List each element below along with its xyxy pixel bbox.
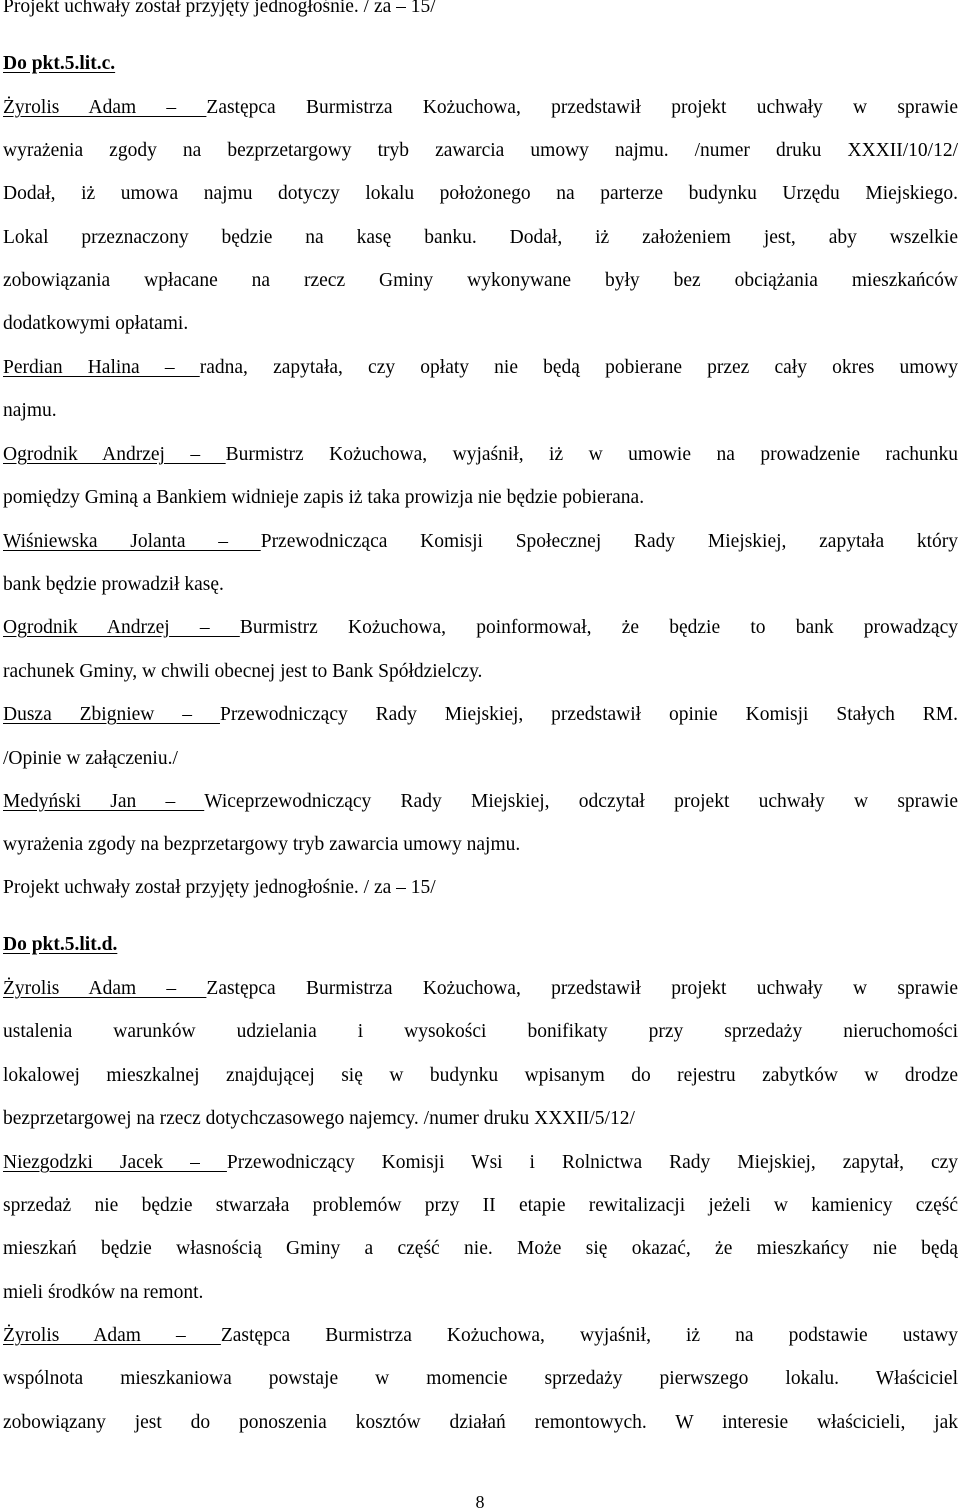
body-text: /Opinie w załączeniu./: [3, 748, 178, 769]
text-line: [3, 930, 958, 960]
body-text: bezprzetargowej na rzecz dotychczasowego najemcy. /numer druku XXXII/5/12/: [3, 1108, 635, 1129]
body-text: mieli środków na remont.: [3, 1282, 204, 1303]
speaker-name: Ogrodnik Andrzej –: [3, 617, 240, 638]
speaker-name: Wiśniewska Jolanta –: [3, 531, 261, 552]
text-line: [3, 223, 958, 253]
text-line: [3, 974, 958, 1004]
body-text: Przewodniczący Komisji Wsi i Rolnictwa Rady Miejskiej, zapytał, czy: [226, 1152, 958, 1173]
body-text: Zastępca Burmistrza Kożuchowa, przedstawił projekt uchwały w sprawie: [206, 978, 958, 999]
speaker-name: Perdian Halina –: [3, 357, 200, 378]
speaker-name: Medyński Jan –: [3, 791, 205, 812]
body-text: zobowiązania wpłacane na rzecz Gminy wykonywane były bez obciążania mieszkańców: [3, 270, 958, 291]
text-line: [3, 873, 958, 903]
text-line: [3, 1321, 958, 1351]
text-line: [3, 570, 958, 600]
text-line: [3, 657, 958, 687]
page-number: 8: [475, 1492, 485, 1512]
speaker-name: Ogrodnik Andrzej –: [3, 444, 226, 465]
body-text: pomiędzy Gminą a Bankiem widnieje zapis iż taka prowizja nie będzie pobierana.: [3, 487, 645, 508]
text-line: [3, 93, 958, 123]
body-text: sprzedaż nie będzie stwarzała problemów przy II etapie rewitalizacji jeżeli w kamienicy część: [3, 1195, 958, 1216]
text-line: [3, 483, 958, 513]
body-text: rachunek Gminy, w chwili obecnej jest to Bank Spółdzielczy.: [3, 661, 483, 682]
body-text: dodatkowymi opłatami.: [3, 313, 189, 334]
body-text: Lokal przeznaczony będzie na kasę banku. Dodał, iż założeniem jest, aby wszelkie: [3, 227, 958, 248]
text-line: [3, 49, 958, 79]
speaker-name: Żyrolis Adam –: [3, 1325, 221, 1346]
text-line: [3, 440, 958, 470]
body-text: Zastępca Burmistrza Kożuchowa, wyjaśnił, iż na podstawie ustawy: [220, 1325, 958, 1346]
speaker-name: Dusza Zbigniew –: [3, 704, 220, 725]
text-line: [3, 1234, 958, 1264]
text-line: [3, 1278, 958, 1308]
body-text: Wiceprzewodniczący Rady Miejskiej, odczytał projekt uchwały w sprawie: [204, 791, 958, 812]
text-line: [3, 0, 958, 22]
body-text: Burmistrz Kożuchowa, poinformował, że będzie to bank prowadzący: [239, 617, 958, 638]
text-line: [3, 1191, 958, 1221]
text-line: [3, 266, 958, 296]
text-line: [3, 744, 958, 774]
text-line: [3, 1408, 958, 1438]
section-heading: Do pkt.5.lit.d.: [3, 934, 118, 955]
body-text: Dodał, iż umowa najmu dotyczy lokalu położonego na parterze budynku Urzędu Miejskiego.: [3, 183, 958, 204]
text-line: [3, 830, 958, 860]
text-line: [3, 396, 958, 426]
section-heading: Do pkt.5.lit.c.: [3, 53, 116, 74]
text-line: [3, 613, 958, 643]
body-text: bank będzie prowadził kasę.: [3, 574, 224, 595]
body-text: wspólnota mieszkaniowa powstaje w momencie sprzedaży pierwszego lokalu. Właściciel: [3, 1368, 958, 1389]
body-text: Przewodnicząca Komisji Społecznej Rady Miejskiej, zapytała który: [260, 531, 958, 552]
body-text: najmu.: [3, 400, 57, 421]
body-text: radna, zapytała, czy opłaty nie będą pobierane przez cały okres umowy: [199, 357, 958, 378]
text-line: [3, 1017, 958, 1047]
body-text: ustalenia warunków udzielania i wysokości bonifikaty przy sprzedaży nieruchomości: [3, 1021, 958, 1042]
text-line: [3, 136, 958, 166]
text-line: [3, 527, 958, 557]
body-text: wyrażenia zgody na bezprzetargowy tryb zawarcia umowy najmu. /numer druku XXXII/10/12/: [3, 140, 958, 161]
body-text: Projekt uchwały został przyjęty jednogłośnie. / za – 15/: [3, 877, 436, 898]
body-text: Przewodniczący Rady Miejskiej, przedstawił opinie Komisji Stałych RM.: [219, 704, 958, 725]
text-line: [3, 1104, 958, 1134]
body-text: mieszkań będzie własnością Gminy a część nie. Może się okazać, że mieszkańcy nie będą: [3, 1238, 958, 1259]
text-line: [3, 353, 958, 383]
body-text: Zastępca Burmistrza Kożuchowa, przedstawił projekt uchwały w sprawie: [206, 97, 958, 118]
text-line: [3, 700, 958, 730]
body-text: wyrażenia zgody na bezprzetargowy tryb zawarcia umowy najmu.: [3, 834, 521, 855]
body-text: Projekt uchwały został przyjęty jednogłośnie. / za – 15/: [3, 0, 436, 17]
body-text: Burmistrz Kożuchowa, wyjaśnił, iż w umowie na prowadzenie rachunku: [225, 444, 958, 465]
body-text: zobowiązany jest do ponoszenia kosztów działań remontowych. W interesie właścicieli, jak: [3, 1412, 958, 1433]
text-line: [3, 179, 958, 209]
text-line: [3, 1061, 958, 1091]
speaker-name: Żyrolis Adam –: [3, 97, 207, 118]
body-text: lokalowej mieszkalnej znajdującej się w budynku wpisanym do rejestru zabytków w drodze: [3, 1065, 958, 1086]
text-line: [3, 787, 958, 817]
speaker-name: Żyrolis Adam –: [3, 978, 207, 999]
speaker-name: Niezgodzki Jacek –: [3, 1152, 227, 1173]
text-line: [3, 309, 958, 339]
text-line: [3, 1364, 958, 1394]
text-line: [3, 1148, 958, 1178]
